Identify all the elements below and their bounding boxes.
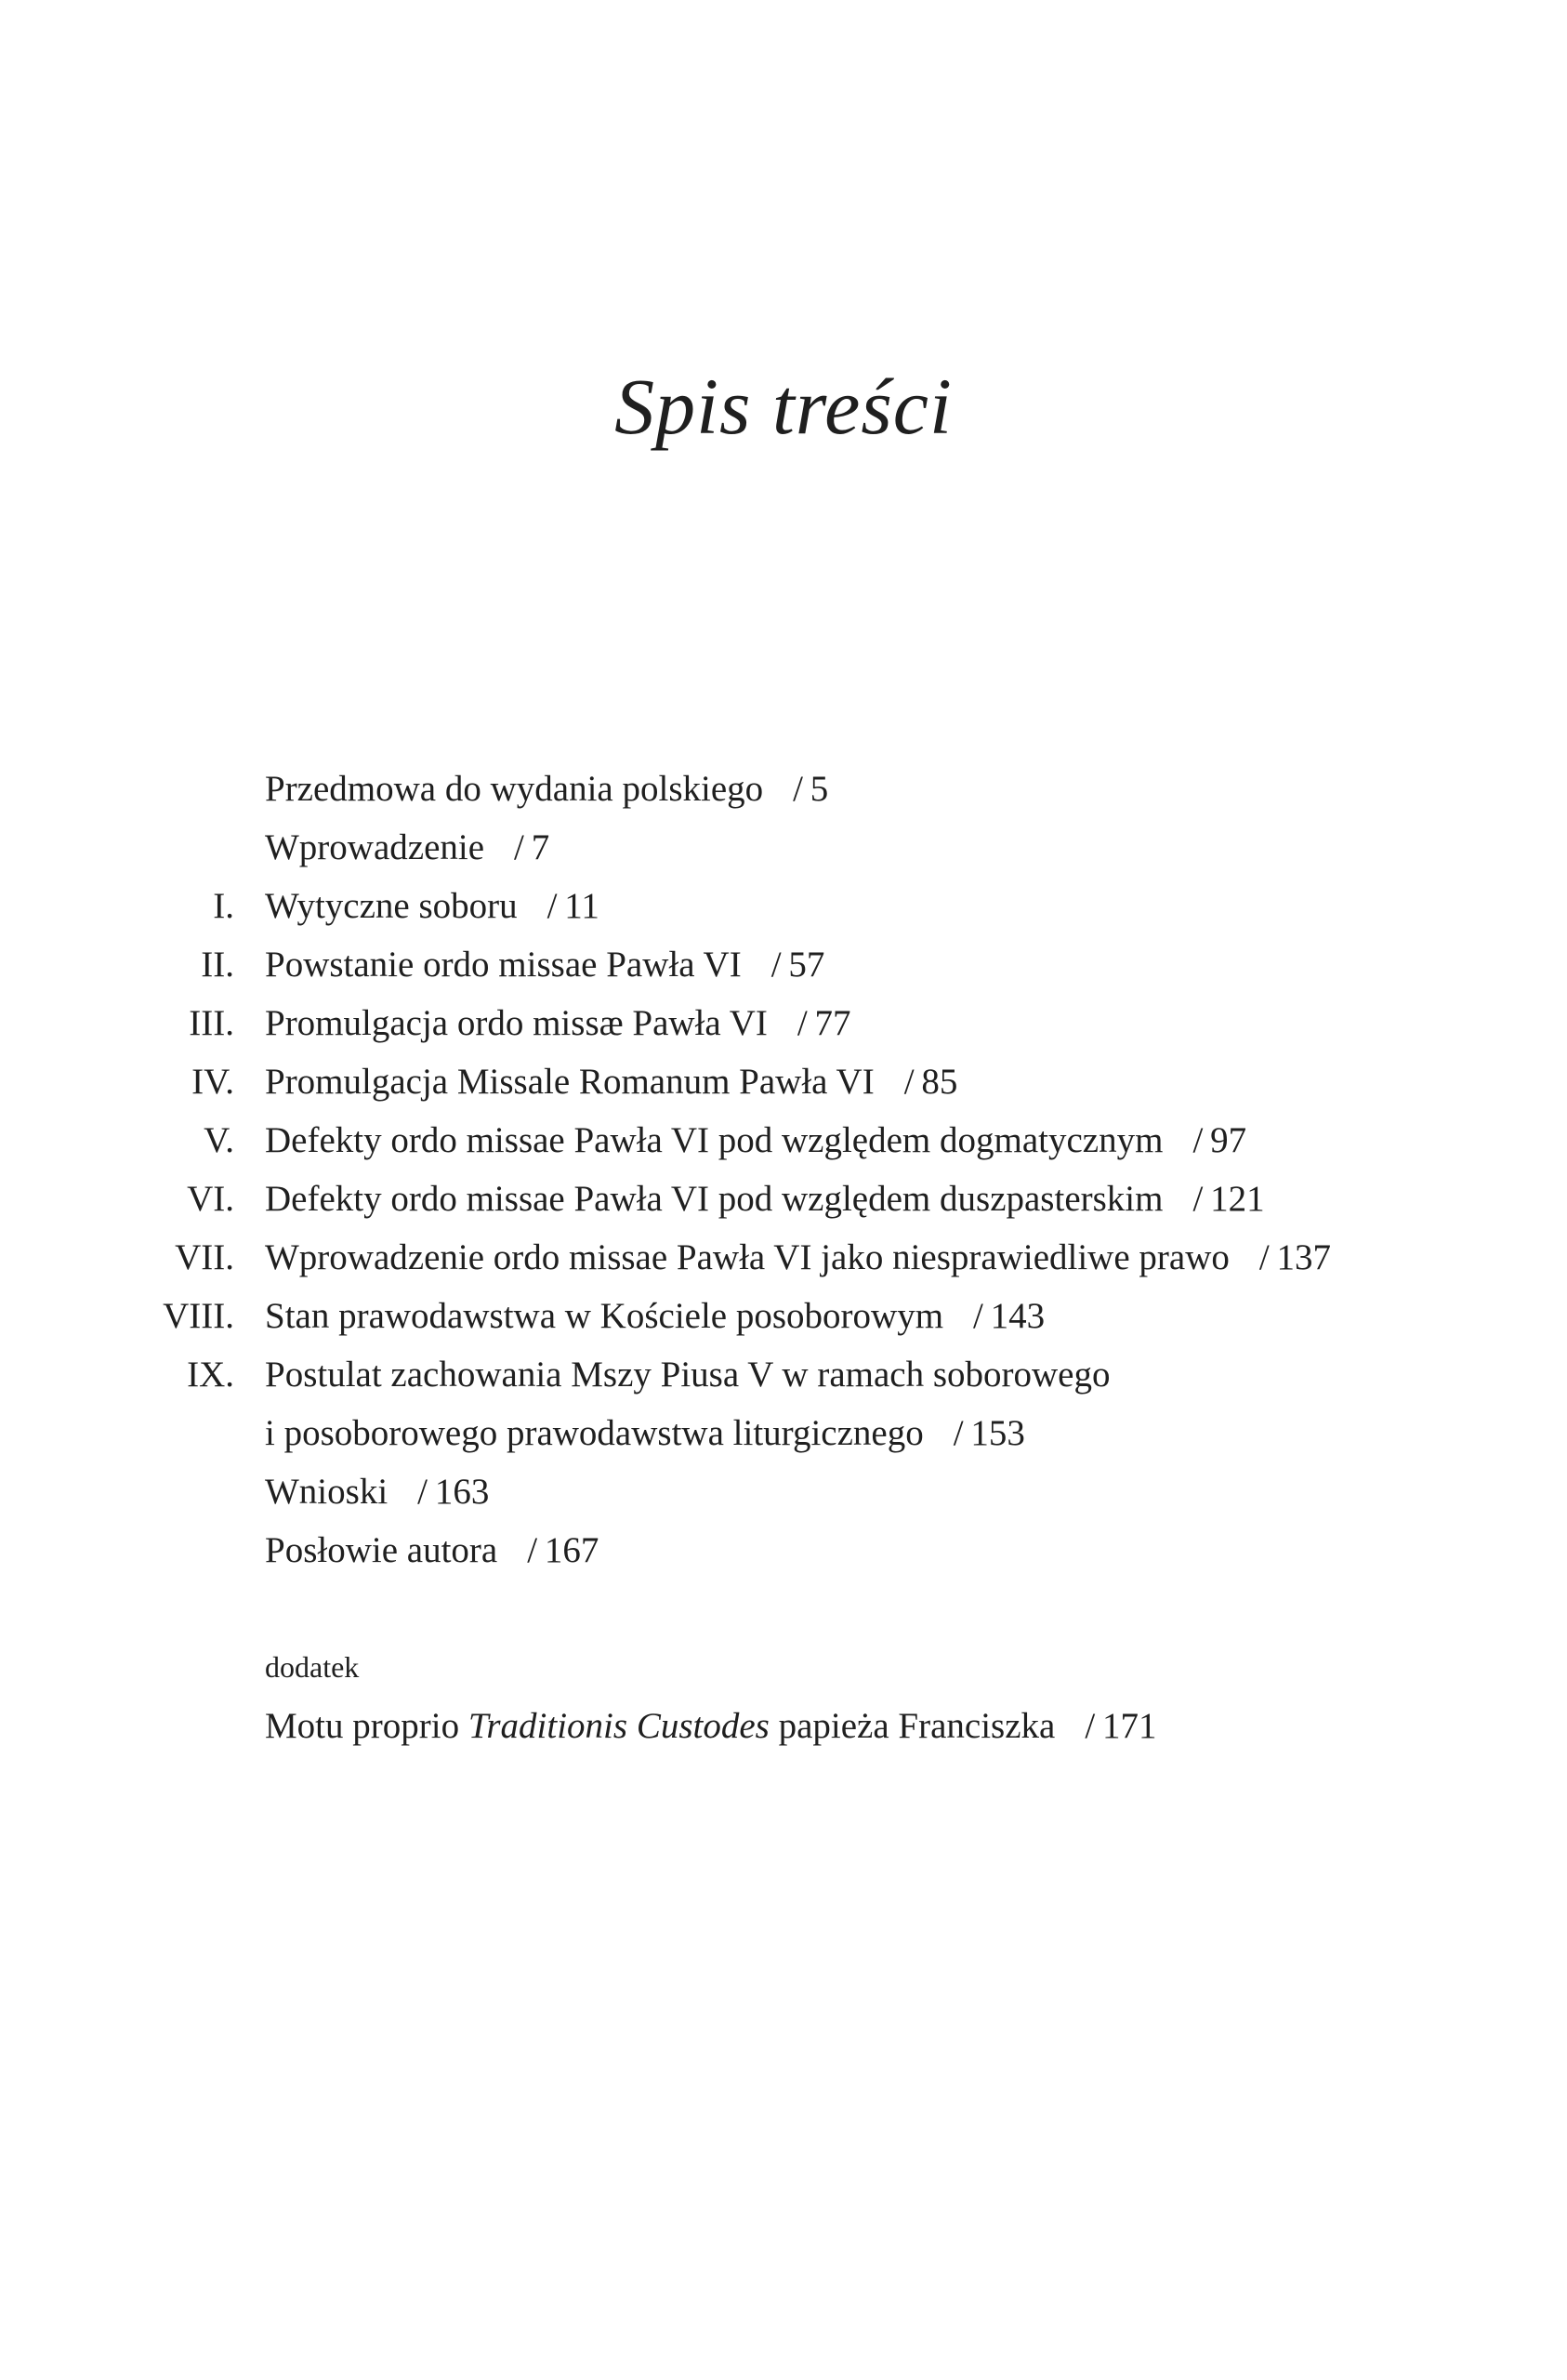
chapter-numeral bbox=[0, 1404, 234, 1462]
chapter-title: Promulgacja Missale Romanum Pawła VI bbox=[265, 1062, 875, 1102]
chapter-entry bbox=[265, 1111, 1246, 1170]
page-number: / 167 bbox=[527, 1530, 599, 1570]
chapter-numeral: II. bbox=[201, 945, 234, 985]
page-number: / 85 bbox=[903, 1062, 958, 1102]
page-number: / 143 bbox=[973, 1296, 1046, 1336]
toc-row bbox=[0, 935, 1567, 994]
chapter-numeral bbox=[0, 818, 234, 877]
toc-row bbox=[0, 760, 1567, 818]
appendix-entry-prefix: Motu proprio bbox=[265, 1706, 468, 1746]
chapter-entry bbox=[265, 994, 851, 1052]
chapter-title: Wprowadzenie bbox=[265, 827, 485, 867]
chapter-entry bbox=[265, 1287, 1045, 1345]
chapter-title: Posłowie autora bbox=[265, 1530, 498, 1570]
page-number: / 77 bbox=[797, 1003, 851, 1043]
toc-rows bbox=[0, 760, 1567, 1580]
toc-row bbox=[0, 1462, 1567, 1521]
appendix-page-number: / 171 bbox=[1085, 1706, 1157, 1746]
page-number: / 121 bbox=[1192, 1179, 1265, 1219]
appendix-indent bbox=[0, 1638, 265, 1697]
page-number: / 97 bbox=[1192, 1120, 1247, 1160]
chapter-title: Defekty ordo missae Pawła VI pod względem duszpasterskim bbox=[265, 1179, 1164, 1219]
appendix-section bbox=[0, 1638, 1567, 1697]
chapter-entry bbox=[265, 1462, 489, 1521]
page-title: Spis treści bbox=[614, 362, 953, 451]
chapter-entry bbox=[265, 1521, 599, 1580]
chapter-numeral: III. bbox=[189, 1003, 234, 1043]
page-number: / 5 bbox=[793, 769, 829, 809]
toc-row bbox=[0, 877, 1567, 935]
toc-row bbox=[0, 1404, 1567, 1462]
appendix-label: dodatek bbox=[265, 1650, 360, 1684]
chapter-numeral: IX. bbox=[187, 1355, 234, 1395]
toc-row bbox=[0, 1052, 1567, 1111]
toc-list bbox=[0, 760, 1567, 1755]
chapter-entry bbox=[265, 1052, 957, 1111]
appendix-entry-suffix: papieża Franciszka bbox=[769, 1706, 1056, 1746]
appendix-entry-indent bbox=[0, 1697, 265, 1755]
chapter-entry bbox=[265, 1345, 1110, 1404]
appendix-entry bbox=[0, 1697, 1567, 1755]
toc-row bbox=[0, 1345, 1567, 1404]
chapter-numeral: I. bbox=[213, 886, 234, 926]
chapter-entry bbox=[265, 877, 599, 935]
chapter-title: Wprowadzenie ordo missae Pawła VI jako niesprawiedliwe prawo bbox=[265, 1237, 1230, 1277]
chapter-title: i posoborowego prawodawstwa liturgicznego bbox=[265, 1413, 924, 1453]
page-number: / 11 bbox=[546, 886, 599, 926]
toc-row bbox=[0, 1521, 1567, 1580]
page-number: / 7 bbox=[514, 827, 550, 867]
chapter-numeral bbox=[0, 760, 234, 818]
chapter-numeral: IV. bbox=[191, 1062, 234, 1102]
chapter-entry bbox=[265, 1170, 1265, 1228]
toc-row bbox=[0, 818, 1567, 877]
chapter-title: Defekty ordo missae Pawła VI pod względem dogmatycznym bbox=[265, 1120, 1164, 1160]
chapter-title: Stan prawodawstwa w Kościele posoborowym bbox=[265, 1296, 944, 1336]
chapter-title: Wytyczne soboru bbox=[265, 886, 518, 926]
chapter-entry bbox=[265, 935, 824, 994]
chapter-numeral: VII. bbox=[175, 1237, 234, 1277]
chapter-entry bbox=[265, 760, 828, 818]
toc-row bbox=[0, 1287, 1567, 1345]
page-number: / 153 bbox=[953, 1413, 1025, 1453]
chapter-entry bbox=[265, 1228, 1331, 1287]
appendix-entry-italic-title: Traditionis Custodes bbox=[467, 1706, 770, 1746]
chapter-title: Postulat zachowania Mszy Piusa V w ramach soborowego bbox=[265, 1355, 1111, 1395]
page-number: / 163 bbox=[417, 1472, 490, 1512]
chapter-numeral: VI. bbox=[187, 1179, 234, 1219]
chapter-entry bbox=[265, 1404, 1025, 1462]
chapter-numeral bbox=[0, 1462, 234, 1521]
page-number: / 57 bbox=[770, 945, 825, 985]
chapter-entry bbox=[265, 818, 549, 877]
chapter-title: Promulgacja ordo missæ Pawła VI bbox=[265, 1003, 768, 1043]
section-gap bbox=[0, 1580, 1567, 1638]
chapter-title: Powstanie ordo missae Pawła VI bbox=[265, 945, 742, 985]
chapter-numeral: VIII. bbox=[163, 1296, 234, 1336]
chapter-numeral: V. bbox=[204, 1120, 234, 1160]
page-number: / 137 bbox=[1258, 1237, 1332, 1277]
chapter-title: Wnioski bbox=[265, 1472, 388, 1512]
chapter-title: Przedmowa do wydania polskiego bbox=[265, 769, 764, 809]
appendix-entry-text bbox=[265, 1697, 1055, 1755]
toc-row bbox=[0, 1170, 1567, 1228]
toc-row bbox=[0, 1111, 1567, 1170]
toc-row bbox=[0, 994, 1567, 1052]
chapter-numeral bbox=[0, 1521, 234, 1580]
toc-row bbox=[0, 1228, 1567, 1287]
